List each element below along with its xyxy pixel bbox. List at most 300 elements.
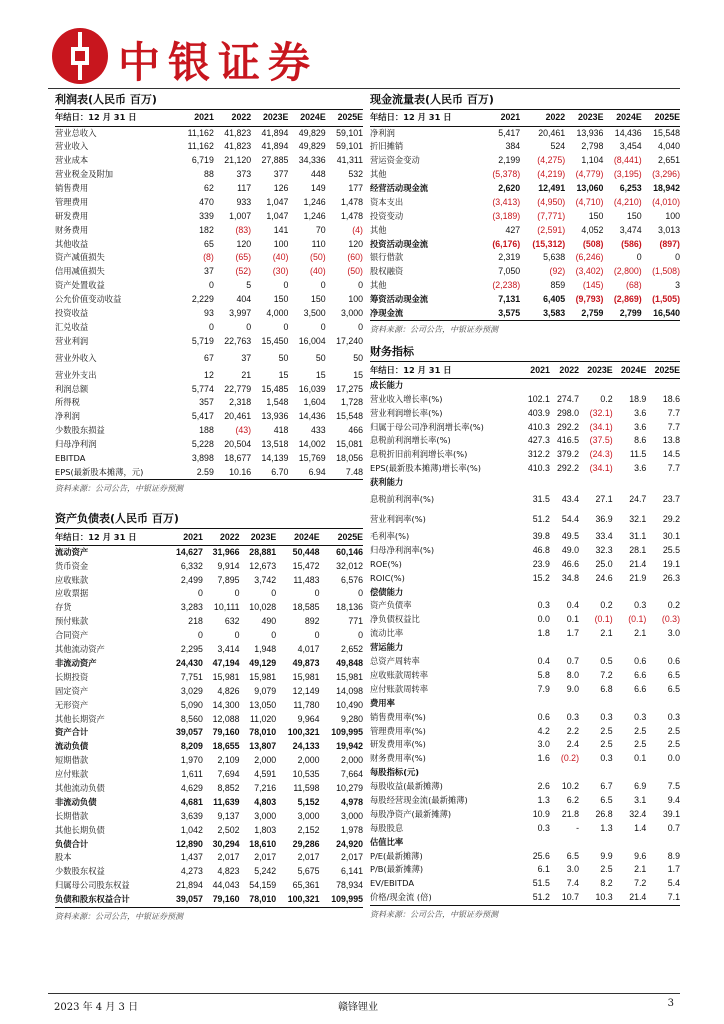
table-row <box>370 168 680 182</box>
table-cell: (586) <box>621 238 642 249</box>
table-cell: 6.6 <box>634 683 647 694</box>
table-cell: 466 <box>348 425 363 436</box>
table-cell: 49,848 <box>336 657 363 668</box>
row-label: 净现金流 <box>370 308 404 319</box>
table-cell: 2,295 <box>180 644 203 655</box>
balance-sheet-source: 资料来源：公司公告，中银证券预测 <box>55 907 363 923</box>
table-cell: 4,591 <box>254 769 277 780</box>
income-statement-table <box>55 110 363 479</box>
table-cell: 16,039 <box>298 383 326 394</box>
table-cell <box>579 378 613 392</box>
table-cell: 10,111 <box>213 602 240 613</box>
table-cell: 13,936 <box>261 411 289 422</box>
company-name: 赣锋锂业 <box>338 1002 378 1013</box>
left-column <box>55 92 363 923</box>
table-cell: 24,133 <box>292 741 320 752</box>
table-cell: 26.3 <box>662 572 680 583</box>
table-cell: 9,079 <box>254 685 277 696</box>
table-row <box>55 893 363 907</box>
table-cell: 2.5 <box>600 864 613 875</box>
table-cell: 3,000 <box>340 308 363 319</box>
table-cell: 1,611 <box>181 769 203 780</box>
table-cell: 30.1 <box>662 531 680 542</box>
table-cell: 15,548 <box>336 411 363 422</box>
table-cell: 632 <box>224 616 240 627</box>
row-label: 流动比率 <box>370 628 404 639</box>
table-cell: (50) <box>310 252 326 263</box>
table-cell: 9.4 <box>667 794 680 805</box>
table-cell: (0.2) <box>560 753 579 764</box>
table-cell: 384 <box>505 141 521 152</box>
table-cell: 3,898 <box>191 453 214 464</box>
table-row <box>370 752 680 766</box>
table-cell: 2.1 <box>634 864 647 875</box>
table-cell: 10,490 <box>336 699 363 710</box>
table-cell: 4,978 <box>340 796 363 807</box>
table-cell: 9,280 <box>340 713 363 724</box>
table-cell: 1,246 <box>303 196 326 207</box>
row-label: 价格/现金流 (倍) <box>370 892 432 903</box>
row-label: 资产负债率 <box>370 600 412 611</box>
table-cell: 50 <box>278 352 289 363</box>
table-cell: 14,436 <box>614 127 642 138</box>
table-cell: 2,502 <box>217 824 240 835</box>
table-row <box>55 182 363 196</box>
table-cell: 21.8 <box>561 808 579 819</box>
table-cell: 100,321 <box>287 727 320 738</box>
table-row <box>55 726 363 740</box>
table-cell: 6.1 <box>537 864 550 875</box>
table-cell: 141 <box>273 224 289 235</box>
table-cell <box>521 835 550 849</box>
table-row <box>55 334 363 348</box>
table-cell: 0.3 <box>537 822 550 833</box>
table-row <box>370 682 680 696</box>
year-header: 2023E <box>565 110 603 126</box>
table-cell: 0 <box>208 321 214 332</box>
table-cell: 3.6 <box>634 463 647 474</box>
header-label: 年结日：12 月 31 日 <box>370 110 482 126</box>
cash-flow-table <box>370 110 680 320</box>
table-cell: 110 <box>311 238 326 249</box>
table-cell: 6,141 <box>340 866 363 877</box>
table-cell: (8) <box>203 252 214 263</box>
table-header-row <box>55 529 363 545</box>
table-cell: 1,042 <box>180 824 203 835</box>
table-cell: 1,246 <box>303 210 326 221</box>
table-cell: (4,710) <box>575 196 604 207</box>
row-label: 归属于母公司净利润增长率(%) <box>370 421 484 432</box>
table-cell <box>646 476 680 490</box>
table-cell: 44,043 <box>212 880 240 891</box>
row-label: 货币资金 <box>55 560 89 571</box>
table-row <box>55 573 363 587</box>
table-row <box>55 712 363 726</box>
cash-flow-statement <box>370 92 680 336</box>
table-cell: 427 <box>505 224 521 235</box>
table-cell: 41,311 <box>336 155 363 166</box>
table-cell: 0.2 <box>600 393 613 404</box>
table-cell: 49,129 <box>249 657 277 668</box>
table-cell: 2.4 <box>566 739 579 750</box>
table-cell: 10,535 <box>292 769 320 780</box>
table-row <box>55 126 363 140</box>
table-cell: 2.5 <box>600 725 613 736</box>
table-cell: 14,300 <box>212 699 240 710</box>
table-cell: 6.7 <box>600 781 613 792</box>
table-row <box>370 696 680 710</box>
table-cell: (4,210) <box>613 196 642 207</box>
row-label: 投资收益 <box>55 308 89 319</box>
table-cell: 427.3 <box>527 435 550 446</box>
table-row <box>370 251 680 265</box>
table-cell: (68) <box>626 280 642 291</box>
table-cell: 379.2 <box>556 449 579 460</box>
table-header-row <box>370 362 680 378</box>
table-cell: 25.5 <box>662 544 680 555</box>
table-row <box>55 140 363 154</box>
table-cell: 13.8 <box>662 435 680 446</box>
header-label: 年结日：12 月 31 日 <box>55 110 177 126</box>
row-label: 营业利润率(%) <box>370 514 426 525</box>
table-cell: 0 <box>320 280 326 291</box>
table-cell: 25.6 <box>532 850 550 861</box>
table-cell: (4,779) <box>575 169 604 180</box>
table-cell: 7.9 <box>537 683 550 694</box>
table-cell: 0.6 <box>667 656 680 667</box>
row-label: 研发费用率(%) <box>370 739 426 750</box>
table-row <box>55 293 363 307</box>
table-cell: 23.7 <box>662 494 680 505</box>
table-cell: 6.5 <box>566 850 579 861</box>
table-cell: 1,970 <box>180 755 203 766</box>
table-cell: 120 <box>348 238 363 249</box>
table-cell: 3,575 <box>498 308 521 319</box>
table-cell: 15,981 <box>292 671 320 682</box>
table-cell: 27,885 <box>261 155 289 166</box>
table-cell: 8.9 <box>667 850 680 861</box>
table-cell: 13,936 <box>576 127 604 138</box>
table-cell: 2.5 <box>634 725 647 736</box>
table-cell: 15,485 <box>261 383 289 394</box>
row-label: P/E(最新摊薄) <box>370 850 423 861</box>
table-cell: 8.0 <box>566 669 579 680</box>
table-cell: 7,131 <box>498 294 521 305</box>
table-row <box>55 643 363 657</box>
table-cell: (2,238) <box>492 280 521 291</box>
row-label: 财务费用 <box>55 224 89 235</box>
table-cell: (6,176) <box>492 238 521 249</box>
table-cell: 24.6 <box>595 572 613 583</box>
table-cell: 0.3 <box>600 711 613 722</box>
table-cell <box>613 378 647 392</box>
table-cell: (0.3) <box>661 614 680 625</box>
table-cell <box>646 766 680 780</box>
table-cell: 25.0 <box>595 558 613 569</box>
year-header: 2024E <box>276 529 319 545</box>
table-row <box>55 223 363 237</box>
table-cell: 54,159 <box>249 880 277 891</box>
row-label: 流动负债 <box>55 741 89 752</box>
table-cell: 51.2 <box>532 892 550 903</box>
table-row <box>55 559 363 573</box>
table-cell: 2,017 <box>217 852 240 863</box>
header-divider <box>48 88 680 89</box>
table-cell: 3.0 <box>537 739 550 750</box>
row-label: 营业外支出 <box>55 369 97 380</box>
table-cell: 3,000 <box>340 810 363 821</box>
table-cell: 0.1 <box>634 753 647 764</box>
table-cell: 892 <box>304 616 320 627</box>
table-row <box>370 126 680 140</box>
table-cell: 0.3 <box>634 600 647 611</box>
table-cell: (83) <box>235 224 252 235</box>
table-cell: 150 <box>273 294 289 305</box>
table-cell: 18,942 <box>653 183 680 193</box>
table-cell: 416.5 <box>556 435 579 446</box>
table-cell: 2,651 <box>657 155 680 166</box>
table-cell: 2.1 <box>600 628 613 639</box>
table-cell: 5,090 <box>180 699 203 710</box>
table-row <box>370 448 680 462</box>
row-label: 营运资金变动 <box>370 155 420 166</box>
table-cell: 2,319 <box>498 252 521 263</box>
table-row <box>370 293 680 307</box>
table-cell: 32.3 <box>595 544 613 555</box>
row-label: 少数股东权益 <box>55 866 105 877</box>
table-cell: 78,934 <box>336 880 363 891</box>
table-cell: 4,681 <box>180 796 203 807</box>
table-cell: 1.3 <box>600 822 613 833</box>
table-row <box>55 265 363 279</box>
table-cell: 49,873 <box>292 657 320 668</box>
table-cell: 3,013 <box>657 224 680 235</box>
table-row <box>370 585 680 599</box>
table-cell <box>521 476 550 490</box>
table-cell: 292.2 <box>556 463 579 474</box>
table-cell: 2,229 <box>191 294 214 305</box>
table-row <box>55 754 363 768</box>
table-cell: 2,798 <box>581 141 604 152</box>
table-cell: 3,639 <box>180 810 203 821</box>
table-cell: 2,000 <box>297 755 320 766</box>
table-cell: 0 <box>314 588 320 599</box>
table-cell: 29.2 <box>662 514 680 525</box>
table-row <box>55 768 363 782</box>
table-cell: 41,823 <box>224 141 252 152</box>
year-header: 2022 <box>520 110 565 126</box>
table-cell: 21,894 <box>175 880 203 891</box>
table-row <box>370 406 680 420</box>
table-cell <box>521 585 550 599</box>
table-cell: 11,162 <box>187 141 214 152</box>
table-cell: 1.4 <box>634 822 647 833</box>
table-cell: 62 <box>204 183 214 193</box>
table-cell: 12,149 <box>292 685 320 696</box>
table-cell: 28,881 <box>249 547 277 558</box>
row-label: 每股收益(最新摊薄) <box>370 781 443 792</box>
table-cell: 0.3 <box>600 753 613 764</box>
year-header: 2021 <box>177 110 213 126</box>
table-cell: 150 <box>311 294 326 305</box>
table-cell: 15,548 <box>653 127 680 138</box>
table-cell: 0.7 <box>566 656 579 667</box>
table-cell: 26.8 <box>595 808 613 819</box>
page-number: 3 <box>667 998 674 1009</box>
table-cell <box>579 766 613 780</box>
table-cell: 1.8 <box>537 628 550 639</box>
table-cell: 0.7 <box>667 822 680 833</box>
table-cell: 373 <box>236 169 252 180</box>
table-cell: 7.2 <box>600 669 613 680</box>
cash-flow-title: 现金流量表(人民币 百万) <box>370 92 680 110</box>
table-cell: 3,583 <box>543 308 566 319</box>
row-label: 应收账款 <box>55 574 89 585</box>
table-row <box>55 684 363 698</box>
table-cell: 50 <box>315 352 326 363</box>
table-cell: 20,504 <box>224 439 252 450</box>
table-cell: 149 <box>311 183 326 193</box>
table-row <box>55 601 363 615</box>
table-row <box>55 368 363 382</box>
table-cell: (37.5) <box>589 435 613 446</box>
row-label: 长期借款 <box>55 810 89 821</box>
row-label: 银行借款 <box>370 252 404 263</box>
table-cell: (40) <box>310 266 326 277</box>
table-cell: 2.1 <box>634 628 647 639</box>
table-cell: 50 <box>353 352 363 363</box>
table-cell: 21,120 <box>224 155 252 166</box>
table-cell: 32.4 <box>629 808 647 819</box>
table-row <box>55 438 363 452</box>
table-cell: 13,518 <box>261 439 289 450</box>
table-row <box>370 209 680 223</box>
table-cell: 12,088 <box>212 713 240 724</box>
row-label: 营业收入 <box>55 141 89 152</box>
row-label: 信用减值损失 <box>55 266 105 277</box>
table-cell: 7.48 <box>345 466 363 477</box>
table-row <box>55 348 363 368</box>
table-cell: 18,610 <box>249 838 277 849</box>
table-cell: 14,627 <box>175 547 203 558</box>
table-cell: 1,948 <box>254 644 277 655</box>
table-cell: 5,675 <box>297 866 320 877</box>
table-row <box>55 879 363 893</box>
table-cell: 3,414 <box>217 644 240 655</box>
table-cell: 8.2 <box>600 878 613 889</box>
year-header: 2021 <box>521 362 550 378</box>
table-cell: 65 <box>204 238 214 249</box>
table-cell <box>579 476 613 490</box>
table-cell <box>613 476 647 490</box>
table-cell: 11,598 <box>293 782 320 793</box>
table-cell: 3,454 <box>619 141 642 152</box>
table-cell <box>579 696 613 710</box>
row-label: ROE(%) <box>370 558 402 569</box>
table-cell: 3,000 <box>254 810 277 821</box>
table-cell: 14,098 <box>336 685 363 696</box>
table-cell: 182 <box>199 224 214 235</box>
table-cell: 10.3 <box>595 892 613 903</box>
row-label: 预付账款 <box>55 616 89 627</box>
table-cell: 23.9 <box>532 558 550 569</box>
table-cell: 490 <box>261 616 277 627</box>
year-header: 2023E <box>251 110 288 126</box>
table-cell: 31.1 <box>629 531 647 542</box>
table-cell: 2,000 <box>254 755 277 766</box>
table-cell: (1,508) <box>652 266 680 277</box>
table-cell: (0.1) <box>628 614 647 625</box>
table-row <box>55 615 363 629</box>
row-label: 管理费用 <box>55 196 89 207</box>
table-cell: 109,995 <box>331 894 363 905</box>
table-cell: 109,995 <box>331 727 363 738</box>
table-row <box>370 237 680 251</box>
table-row <box>370 420 680 434</box>
row-label: 息税前利润率(%) <box>370 494 435 505</box>
table-cell: 1,047 <box>266 210 289 221</box>
table-cell: 15,081 <box>336 439 363 450</box>
table-cell: 31.5 <box>532 494 550 505</box>
bank-of-china-logo-icon <box>52 28 108 84</box>
table-cell: 524 <box>550 141 566 152</box>
table-cell: 10,279 <box>336 782 363 793</box>
row-label: 营业成本 <box>55 155 89 166</box>
row-label: 净负债权益比 <box>370 614 420 625</box>
table-cell: 17,275 <box>336 383 363 394</box>
table-cell: 79,160 <box>212 727 240 738</box>
row-label: 流动资产 <box>55 547 89 558</box>
table-cell: (3,296) <box>652 169 680 180</box>
row-label: ROIC(%) <box>370 572 405 583</box>
table-cell: 15 <box>278 369 289 380</box>
row-label: 汇兑收益 <box>55 321 89 332</box>
table-row <box>370 140 680 154</box>
row-label: 固定资产 <box>55 685 89 696</box>
table-cell: 33.4 <box>595 531 613 542</box>
table-cell: 0 <box>675 252 680 263</box>
table-cell: 20,461 <box>538 127 566 138</box>
table-cell: 78,010 <box>249 894 277 905</box>
table-cell: 3.6 <box>634 407 647 418</box>
table-row <box>370 655 680 669</box>
table-cell: 1,978 <box>340 824 363 835</box>
table-cell: 0.0 <box>537 614 550 625</box>
table-cell: 93 <box>204 308 214 319</box>
table-cell: (2,591) <box>537 224 566 235</box>
table-row <box>370 571 680 585</box>
row-label: 营业利润增长率(%) <box>370 407 443 418</box>
row-label: EBITDA <box>55 453 86 464</box>
table-cell: (508) <box>582 238 604 249</box>
year-header: 2024E <box>288 110 325 126</box>
table-cell: 0 <box>234 630 240 641</box>
row-label: 销售费用率(%) <box>370 711 426 722</box>
table-cell: 1.3 <box>537 794 550 805</box>
table-cell <box>613 696 647 710</box>
table-cell: 100 <box>348 294 363 305</box>
year-header: 2021 <box>166 529 203 545</box>
table-cell: 21.4 <box>629 558 647 569</box>
table-cell <box>521 766 550 780</box>
row-label: 筹资活动现金流 <box>370 294 429 305</box>
table-cell: (32.1) <box>589 407 613 418</box>
table-cell <box>550 641 579 655</box>
row-label: 非流动资产 <box>55 657 97 668</box>
table-cell: 2,152 <box>297 824 320 835</box>
table-cell: 2,000 <box>340 755 363 766</box>
table-cell: 18,585 <box>292 602 320 613</box>
